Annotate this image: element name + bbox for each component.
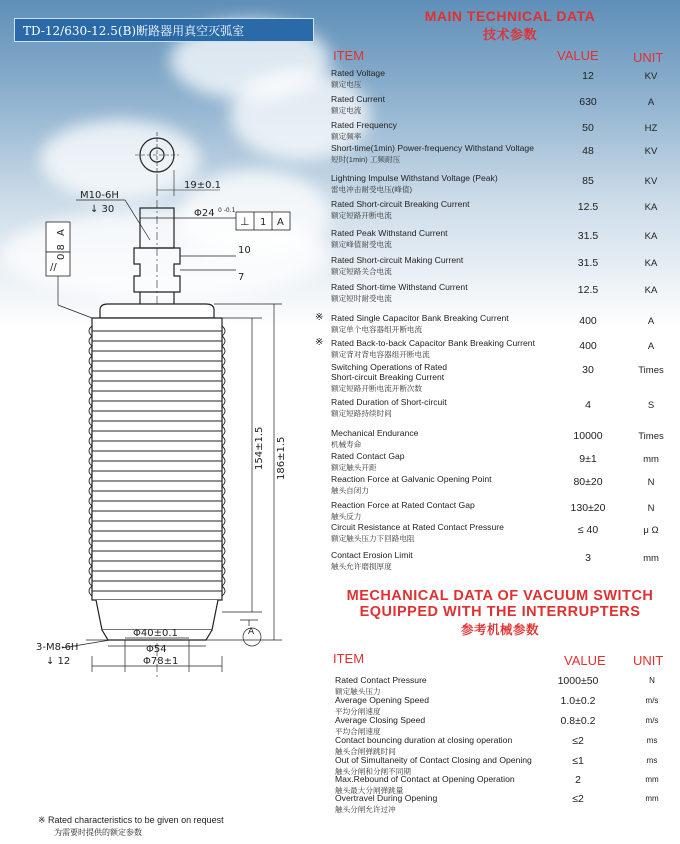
footnote-en: ※ Rated characteristics to be given on request: [38, 815, 224, 825]
svg-text://: //: [50, 262, 57, 273]
item-name-en: Rated Contact Gap: [331, 451, 405, 461]
item-value: 80±20: [573, 476, 603, 488]
item-value: 130±20: [570, 502, 606, 514]
dim-40: Φ40±0.1: [133, 628, 178, 639]
thread-top-depth: ↓ 30: [90, 204, 115, 215]
dim-54: Φ54: [146, 644, 167, 655]
dim-08: 0.8: [56, 244, 67, 260]
dim-24-tol: 0 -0.1: [218, 207, 236, 214]
item-name-cn: 额定短时耐受电流: [331, 294, 392, 303]
item-unit: KA: [644, 202, 658, 213]
item-name-cn: 额定背对背电容器组开断电流: [331, 350, 430, 359]
item-name-en: Average Closing Speed: [335, 715, 426, 725]
item-name-en: Contact bouncing duration at closing operation: [335, 735, 513, 745]
item-name-cn: 额定触头压力: [335, 687, 381, 696]
ceramic-body: [92, 318, 222, 600]
item-name-cn: 额定电压: [331, 80, 362, 89]
item-value: 31.5: [577, 230, 599, 242]
main-header-item: ITEM: [333, 48, 365, 63]
mech-header-item: ITEM: [333, 651, 365, 666]
thread-bottom-depth: ↓ 12: [46, 656, 71, 667]
interrupter-drawing: [0, 100, 330, 700]
item-name-en: Rated Short-time Withstand Current: [331, 282, 468, 292]
item-name-cn: 额定频率: [331, 132, 362, 141]
item-name-en: Average Opening Speed: [335, 695, 429, 705]
item-name-en: Rated Peak Withstand Current: [331, 228, 448, 238]
item-unit: KV: [644, 71, 658, 82]
item-name-en: Reaction Force at Rated Contact Gap: [331, 500, 475, 510]
dim-24: Φ24: [194, 208, 215, 219]
item-name-cn: 额定电流: [331, 106, 362, 115]
item-name-en: Max.Rebound of Contact at Opening Operation: [335, 774, 515, 784]
item-value: 48: [582, 145, 594, 157]
item-name-en: Rated Back-to-back Capacitor Bank Breaking Current: [331, 338, 535, 348]
item-unit: KV: [644, 176, 658, 187]
mech-title-cn: 参考机械参数: [460, 623, 539, 637]
dim-19: 19±0.1: [184, 180, 222, 191]
item-name-en: Rated Duration of Short-circuit: [331, 397, 447, 407]
item-name-cn: 额定短路开断电流开断次数: [331, 384, 423, 393]
item-unit: Times: [638, 365, 664, 376]
item-value: 10000: [573, 430, 603, 442]
mech-title-line1: MECHANICAL DATA OF VACUUM SWITCH: [346, 588, 654, 604]
item-unit: HZ: [644, 123, 658, 134]
item-name-en: Rated Frequency: [331, 120, 397, 130]
item-value: 630: [579, 96, 597, 108]
item-value: 1000±50: [557, 675, 599, 687]
item-name-en: Overtravel During Opening: [335, 793, 438, 803]
item-unit: S: [647, 400, 655, 411]
item-name-en: Reaction Force at Galvanic Opening Point: [331, 474, 492, 484]
dim-08-ref: A: [56, 229, 67, 236]
note-mark: ※: [315, 312, 324, 323]
item-name-cn: 额定峰值耐受电流: [331, 240, 392, 249]
item-name-cn: 额定短路开断电流: [331, 211, 392, 220]
gdt-tolerance: 1: [260, 217, 267, 228]
item-unit: KA: [644, 285, 658, 296]
item-value: ≤2: [572, 735, 584, 747]
item-unit: N: [647, 477, 655, 488]
item-value: 12.5: [577, 201, 599, 213]
item-name-en: Rated Single Capacitor Bank Breaking Current: [331, 313, 509, 323]
item-unit: mm: [645, 794, 659, 803]
item-unit: A: [647, 97, 655, 108]
item-value: 1.0±0.2: [560, 695, 596, 707]
item-name-cn: 机械寿命: [331, 440, 362, 449]
item-unit: KV: [644, 146, 658, 157]
item-name-en: Rated Voltage: [331, 68, 385, 78]
bottom-taper: [96, 600, 218, 630]
item-unit: KA: [644, 231, 658, 242]
dim-78: Φ78±1: [143, 656, 179, 667]
item-name-en: Switching Operations of Rated: [331, 362, 448, 372]
item-name-cn: 平均合闸速度: [335, 727, 381, 736]
top-cap: [100, 304, 214, 318]
item-unit: A: [647, 341, 655, 352]
item-name-en-line2: Short-circuit Breaking Current: [331, 372, 445, 382]
item-unit: KA: [644, 258, 658, 269]
item-name-en: Lightning Impulse Withstand Voltage (Peak): [331, 173, 498, 183]
item-unit: N: [649, 676, 655, 685]
item-unit: μ Ω: [643, 525, 659, 536]
item-name-cn: 额定触头开距: [331, 463, 377, 472]
mech-title-line2: EQUIPPED WITH THE INTERRUPTERS: [359, 604, 641, 620]
item-name-en: Rated Contact Pressure: [335, 675, 427, 685]
dim-7: 7: [238, 272, 245, 283]
item-value: 12.5: [577, 284, 599, 296]
item-unit: A: [647, 316, 655, 327]
item-unit: N: [647, 503, 655, 514]
item-value: ≤1: [572, 755, 584, 767]
item-value: 9±1: [579, 453, 597, 465]
mech-header-value: VALUE: [564, 653, 606, 668]
item-name-cn: 触头合闸弹跳时间: [335, 747, 396, 756]
datum-a: A: [248, 627, 255, 637]
item-unit: ms: [646, 756, 658, 765]
item-value: ≤ 40: [577, 524, 599, 536]
item-value: 4: [585, 399, 591, 411]
item-name-cn: 触头最大分闸弹跳量: [335, 786, 404, 795]
main-title-en: MAIN TECHNICAL DATA: [424, 8, 596, 24]
item-value: ≤2: [572, 793, 584, 805]
item-unit: Times: [638, 431, 664, 442]
product-banner: TD-12/630-12.5(B)断路器用真空灭弧室: [14, 18, 314, 42]
thread-top-label: M10-6H: [80, 190, 119, 201]
item-name-cn: 额定短路关合电流: [331, 267, 392, 276]
item-value: 400: [579, 340, 597, 352]
item-name-en: Mechanical Endurance: [331, 428, 419, 438]
item-value: 3: [585, 552, 591, 564]
thread-bottom-label: 3-M8-6H: [36, 642, 79, 653]
item-name-en: Contact Erosion Limit: [331, 550, 413, 560]
item-value: 0.8±0.2: [560, 715, 596, 727]
mech-header-unit: UNIT: [633, 653, 664, 668]
main-header-unit: UNIT: [633, 50, 664, 65]
item-value: 12: [582, 70, 594, 82]
note-mark: ※: [315, 337, 324, 348]
item-name-en: Short-time(1min) Power-frequency Withstand Voltage: [331, 143, 534, 153]
item-name-en: Out of Simultaneity of Contact Closing and Opening: [335, 755, 532, 765]
mech-title: [332, 588, 668, 638]
gdt-symbol: ⊥: [240, 215, 250, 228]
item-name-cn: 额定单个电容器组开断电流: [331, 325, 423, 334]
main-header-value: VALUE: [557, 48, 599, 63]
item-name-cn: 触头自闭力: [331, 486, 369, 495]
item-unit: mm: [645, 775, 659, 784]
item-name-cn: 触头分闸允许过冲: [335, 805, 396, 814]
item-unit: m/s: [645, 716, 659, 725]
gdt-datum: A: [277, 217, 284, 228]
item-name-cn: 短时(1min) 工频耐压: [331, 155, 401, 164]
item-name-en: Circuit Resistance at Rated Contact Pressure: [331, 522, 504, 532]
item-name-cn: 触头分闸和分闸不同期: [335, 767, 411, 776]
item-name-cn: 额定短路持续时间: [331, 409, 392, 418]
item-unit: mm: [643, 553, 659, 564]
footnote-cn: 为需要时提供的额定参数: [54, 828, 142, 837]
item-name-en: Rated Current: [331, 94, 385, 104]
item-name-cn: 触头反力: [331, 512, 362, 521]
dim-186: 186±1.5: [276, 436, 287, 480]
item-name-en: Rated Short-circuit Making Current: [331, 255, 464, 265]
item-name-en: Rated Short-circuit Breaking Current: [331, 199, 470, 209]
main-title-cn: 技术参数: [482, 27, 537, 42]
item-value: 85: [582, 175, 594, 187]
dim-10: 10: [238, 245, 251, 256]
item-name-cn: 触头允许磨损厚度: [331, 562, 392, 571]
item-value: 31.5: [577, 257, 599, 269]
item-name-cn: 额定触头压力下回路电阻: [331, 534, 415, 543]
dim-154: 154±1.5: [254, 426, 265, 470]
item-name-cn: 雷电冲击耐受电压(峰值): [331, 185, 412, 194]
item-unit: mm: [643, 454, 659, 465]
item-unit: ms: [646, 736, 658, 745]
item-value: 2: [575, 774, 581, 786]
item-value: 400: [579, 315, 597, 327]
main-title: [380, 8, 640, 43]
item-value: 30: [582, 364, 594, 376]
item-value: 50: [582, 122, 594, 134]
item-name-cn: 平均分闸速度: [335, 707, 381, 716]
item-unit: m/s: [645, 696, 659, 705]
